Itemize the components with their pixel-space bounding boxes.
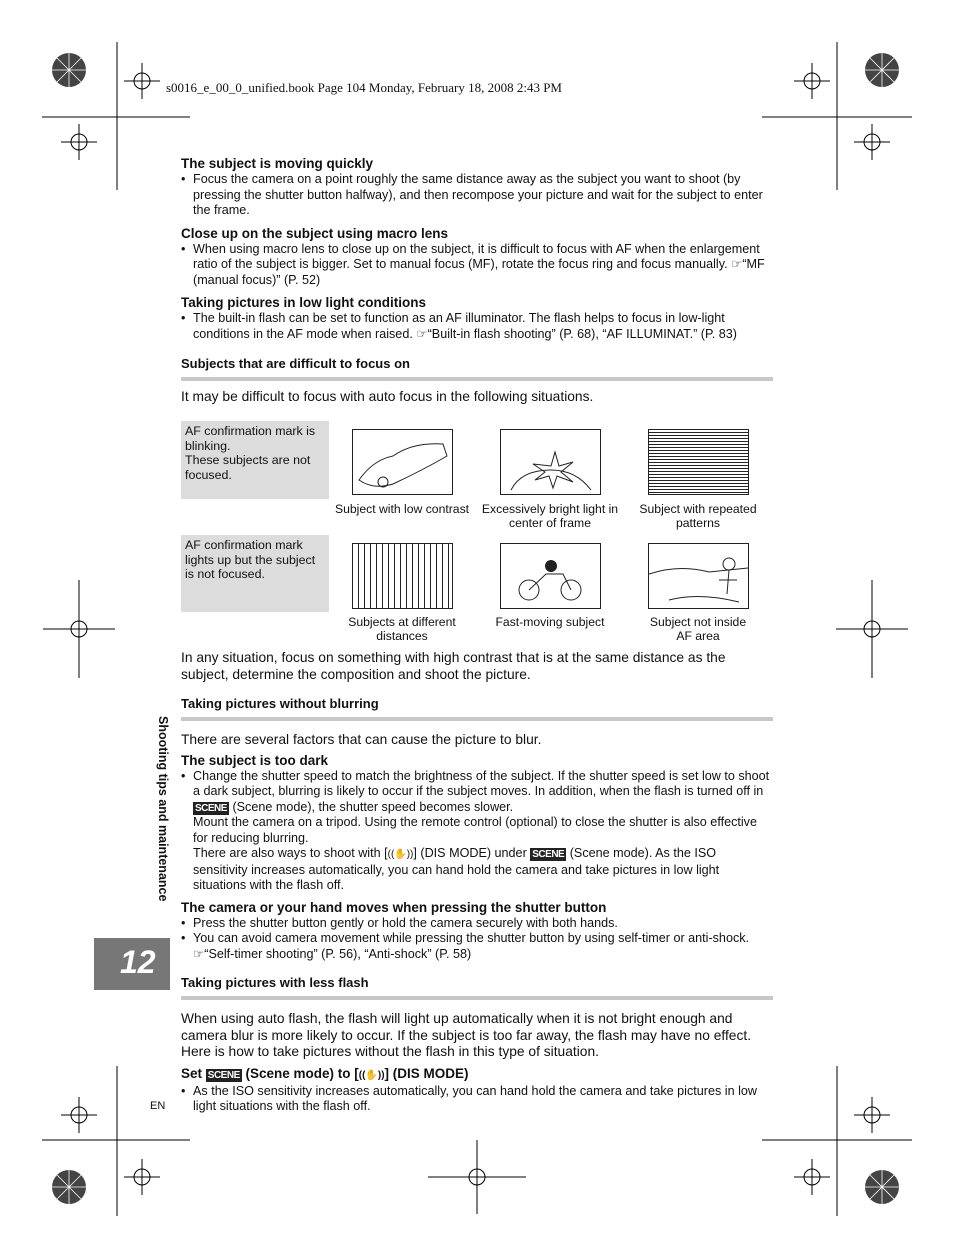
thumb-different-distances <box>352 543 453 609</box>
heading-set-dis <box>181 1065 773 1084</box>
heading-hand-moves: The camera or your hand moves when pressing the shutter button <box>181 899 607 915</box>
set-dis-c: ] (DIS MODE) <box>384 1065 469 1081</box>
book-header: s0016_e_00_0_unified.book Page 104 Monday, February 18, 2008 2:43 PM <box>166 80 562 95</box>
dis-text-c: (Scene mode). As the ISO sensitivity increases automatically, you can hand hold the camera and take pictures in low light situations with the flash off. <box>193 846 720 892</box>
set-dis-b: (Scene mode) to [ <box>245 1065 359 1081</box>
caption-repeated: Subject with repeated patterns <box>639 502 757 530</box>
caption-low-contrast: Subject with low contrast <box>334 502 470 516</box>
af-lights-box <box>181 535 329 612</box>
section-title-difficult: Subjects that are difficult to focus on <box>181 356 773 381</box>
af-lights-text: AF confirmation mark lights up but the subject is not focused. <box>185 538 316 581</box>
heading-lowlight: Taking pictures in low light conditions <box>181 295 427 310</box>
caption-bright-light: Excessively bright light in center of frame <box>481 502 619 530</box>
section-title-blur: Taking pictures without blurring <box>181 696 773 721</box>
bullet-macro: • When using macro lens to close up on the subject, it is difficult to focus with AF when the enlargement ratio of the subject is bigger. Set to manual focus (MF), rotate the focus ring and focus manually. ☞“MF (manual focus)” (P. 52) <box>181 242 773 289</box>
blur-intro: There are several factors that can cause the picture to blur. <box>181 732 542 747</box>
main-content <box>181 155 773 406</box>
dis-mode-icon: ((✋)) <box>387 849 414 860</box>
scene-mode-icon-3: SCENE <box>207 1069 240 1081</box>
flash-intro: When using auto flash, the flash will light up automatically when it is not bright enough and camera blur is more likely to occur. If the subject is too far away, the flash may have no effect. Here is how to take pictures without the flash in this type of situation. <box>181 1011 752 1059</box>
af-blinking-text: AF confirmation mark is blinking. These subjects are not focused. <box>185 424 316 482</box>
heading-macro: Close up on the subject using macro lens <box>181 225 449 241</box>
bullet-moving: • Focus the camera on a point roughly the same distance away as the subject you want to shoot (by pressing the shutter button halfway), and then recompose your picture and wait for the subject to enter the frame. <box>181 172 773 219</box>
thumb-fast-moving <box>500 543 601 609</box>
difficult-outro: In any situation, focus on something with high contrast that is at the same distance as the subject, determine the composition and shoot the picture. <box>181 650 726 682</box>
af-blinking-box <box>181 421 329 499</box>
caption-fast-moving: Fast-moving subject <box>495 615 605 629</box>
dis-mode-text <box>181 846 773 894</box>
caption-outside-af: Subject not inside AF area <box>649 615 747 643</box>
bullet-lowlight: • The built-in flash can be set to function as an AF illuminator. The flash helps to focus in low-light conditions in the AF mode when raised. ☞“Built-in flash shooting” (P. 68), “AF ILLUMINAT.” (P. 83) <box>181 311 773 342</box>
thumb-outside-af <box>648 543 749 609</box>
caption-distances: Subjects at different distances <box>348 615 456 643</box>
section-lowlight <box>181 294 773 342</box>
section-moving <box>181 155 773 219</box>
thumb-low-contrast <box>352 429 453 495</box>
chapter-number: 12 <box>120 944 156 980</box>
bullet-iso: • As the ISO sensitivity increases automatically, you can hand hold the camera and take pictures in low light situations with the flash off. <box>181 1084 773 1115</box>
thumb-repeated-patterns <box>648 429 749 495</box>
lower-content <box>181 650 773 1115</box>
thumb-bright-light <box>500 429 601 495</box>
dis-text-a: There are also ways to shoot with [ <box>193 846 388 860</box>
tripod-text: Mount the camera on a tripod. Using the remote control (optional) to close the shutter is also effective for reducing blurring. <box>193 815 757 845</box>
side-label: Shooting tips and maintenance <box>156 716 170 902</box>
difficult-intro: It may be difficult to focus with auto focus in the following situations. <box>181 389 594 404</box>
bullet-self-timer: • You can avoid camera movement while pressing the shutter button by using self-timer or anti-shock. ☞“Self-timer shooting” (P. 56), “Anti-shock” (P. 58) <box>181 931 773 962</box>
section-macro <box>181 225 773 289</box>
language-code: EN <box>150 1100 166 1112</box>
dis-text-b: ] (DIS MODE) under <box>413 846 527 860</box>
heading-too-dark: The subject is too dark <box>181 752 329 768</box>
scene-mode-icon: SCENE <box>195 802 227 814</box>
bullet-gently: • Press the shutter button gently or hold the camera securely with both hands. <box>181 916 773 932</box>
bullet-too-dark-text-a: Change the shutter speed to match the brightness of the subject. If the shutter speed is set low to shoot a dark subject, blurring is likely to occur if the subject moves. In addition, when the flash is turned off in <box>193 768 770 798</box>
section-title-flash: Taking pictures with less flash <box>181 975 773 1000</box>
heading-moving: The subject is moving quickly <box>181 156 374 171</box>
bullet-too-dark <box>181 769 773 816</box>
set-dis-a: Set <box>181 1065 203 1081</box>
scene-mode-icon-2: SCENE <box>532 849 565 860</box>
bullet-too-dark-text-b: (Scene mode), the shutter speed becomes slower. <box>232 799 514 814</box>
dis-mode-icon-2: ((✋)) <box>358 1069 385 1081</box>
